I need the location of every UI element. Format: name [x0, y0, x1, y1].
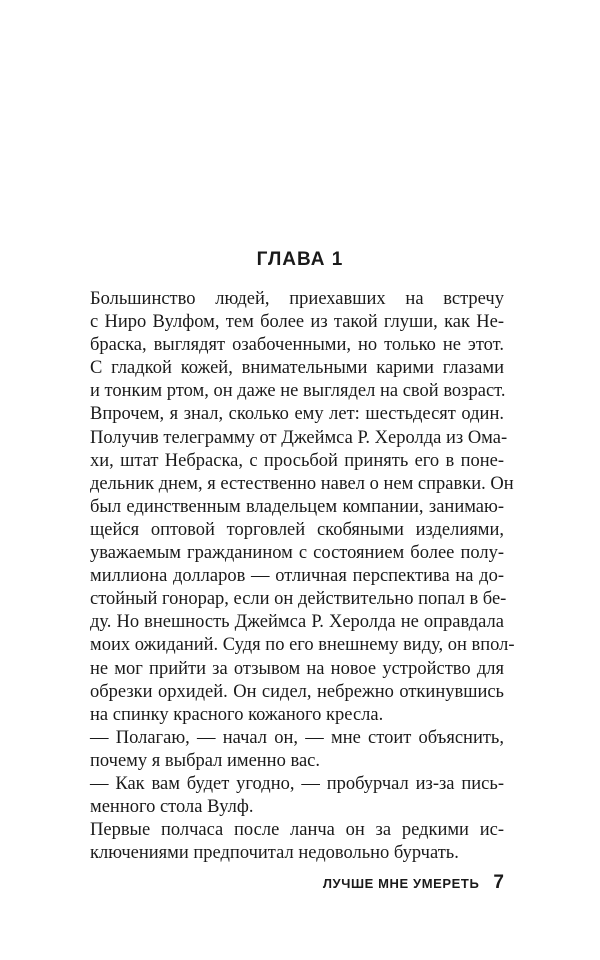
dialogue-line: менного стола Вулф.	[90, 797, 254, 818]
paragraph-line: С гладкой кожей, внимательными карими глазами	[90, 358, 504, 379]
paragraph-line: на спинку красного кожаного кресла.	[90, 704, 384, 725]
dialogue-line: почему я выбрал именно вас.	[90, 750, 320, 771]
paragraph-line: моих ожиданий. Судя по его внешнему виду, он впол-	[90, 635, 515, 656]
paragraph-line: Большинство людей, приехавших на встречу	[90, 289, 504, 309]
dialogue-line: — Как вам будет угодно, — пробурчал из-за пись-	[90, 773, 504, 794]
paragraph-line: Первые полчаса после ланча он за редкими ис-	[90, 820, 504, 841]
paragraph-line: был единственным владельцем компании, занимаю-	[90, 496, 504, 517]
paragraph-line: миллиона долларов — отличная перспектива на до-	[90, 566, 504, 587]
paragraph-line: уважаемым гражданином с состоянием более полу-	[90, 543, 504, 564]
paragraph-line: хи, штат Небраска, с просьбой принять его в поне-	[90, 450, 504, 471]
body-text	[90, 288, 515, 865]
paragraph-line: Впрочем, я знал, сколько ему лет: шестьдесят один.	[90, 404, 504, 425]
paragraph-line: щейся оптовой торговлей скобяными изделиями,	[90, 519, 504, 540]
paragraph-line: не мог прийти за отзывом на новое устройство для	[90, 658, 504, 679]
paragraph-line: Получив телеграмму от Джеймса Р. Херолда из Ома-	[90, 427, 508, 448]
page-number: 7	[493, 872, 504, 893]
paragraph-line: и тонким ртом, он даже не выглядел на свой возраст.	[90, 381, 506, 402]
chapter-title: ГЛАВА 1	[256, 249, 344, 270]
paragraph-line: обрезки орхидей. Он сидел, небрежно откинувшись	[90, 681, 504, 702]
paragraph-line: дельник днем, я естественно навел о нем справки. Он	[90, 473, 514, 494]
paragraph-line: ду. Но внешность Джеймса Р. Херолда не оправдала	[90, 612, 504, 633]
page-footer	[90, 872, 504, 894]
running-title: ЛУЧШЕ МНЕ УМЕРЕТЬ	[322, 876, 480, 891]
paragraph-line: с Ниро Вулфом, тем более из такой глуши, как Не-	[90, 312, 504, 333]
dialogue-line: — Полагаю, — начал он, — мне стоит объяснить,	[90, 727, 504, 748]
paragraph-line: браска, выглядят озабоченными, но только не этот.	[90, 335, 504, 356]
paragraph-line: стойный гонорар, если он действительно попал в бе-	[90, 589, 507, 610]
paragraph-line: ключениями предпочитал недовольно бурчать.	[90, 843, 459, 864]
